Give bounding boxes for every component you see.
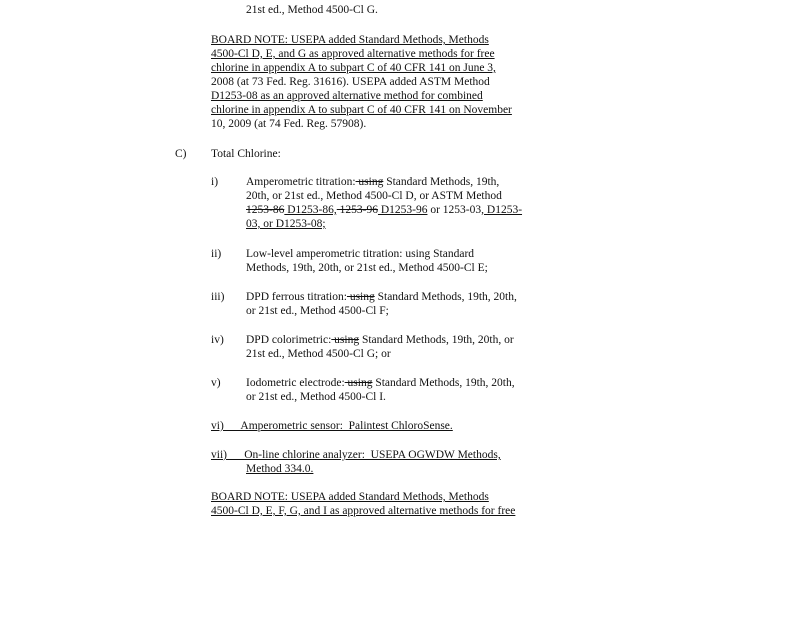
board-note-line: chlorine in appendix A to subpart C of 40 CFR 141 on November: [211, 104, 512, 116]
deleted-text: using: [355, 176, 384, 188]
text-line: 21st ed., Method 4500-Cl G.: [246, 4, 378, 16]
text: or 1253-03,: [427, 204, 485, 216]
board-note-line: BOARD NOTE: USEPA added Standard Methods, Methods: [211, 491, 489, 503]
item-line: [246, 376, 515, 390]
deleted-text: using: [344, 377, 373, 389]
item-number: ii): [211, 248, 222, 260]
item-line: 20th, or 21st ed., Method 4500-Cl D, or ASTM Method: [246, 190, 502, 202]
text: Low-level amperometric titration:: [246, 248, 403, 260]
text: Iodometric electrode:: [246, 377, 345, 389]
item-line: 21st ed., Method 4500-Cl G; or: [246, 348, 391, 360]
item-line: [246, 247, 474, 261]
text: using Standard: [402, 248, 475, 260]
item-number: iv): [211, 334, 224, 346]
board-note-line: 10, 2009 (at 74 Fed. Reg. 57908).: [211, 118, 367, 130]
item-number: iii): [211, 291, 225, 303]
board-note-line: BOARD NOTE: USEPA added Standard Methods, Methods: [211, 34, 489, 46]
item-line: [246, 175, 499, 189]
deleted-text: using: [331, 334, 360, 346]
text: Standard Methods, 19th,: [383, 176, 500, 188]
board-note-line: D1253-08 as an approved alternative method for combined: [211, 90, 483, 102]
item-line: [246, 203, 522, 217]
item-line: Method 334.0.: [246, 463, 314, 475]
item-line: [246, 333, 514, 347]
item-number: v): [211, 377, 221, 389]
item-line: vii) On-line chlorine analyzer: USEPA OGWDW Methods,: [211, 449, 501, 461]
inserted-text: D1253-86,: [284, 204, 337, 216]
text: Standard Methods, 19th, 20th,: [372, 377, 515, 389]
deleted-text: 1253-96: [336, 204, 378, 216]
text: Standard Methods, 19th, 20th,: [374, 291, 517, 303]
board-note-line: 2008 (at 73 Fed. Reg. 31616). USEPA added ASTM Method: [211, 76, 490, 88]
item-line: vi) Amperometric sensor: Palintest ChloroSense.: [211, 420, 453, 432]
deleted-text: 1253-86: [246, 204, 285, 216]
text: DPD colorimetric:: [246, 334, 332, 346]
section-number: C): [175, 148, 187, 160]
text: DPD ferrous titration:: [246, 291, 347, 303]
text: Amperometric titration:: [246, 176, 356, 188]
board-note-line: chlorine in appendix A to subpart C of 40 CFR 141 on June 3,: [211, 62, 496, 74]
section-title: Total Chlorine:: [211, 148, 281, 160]
item-line: or 21st ed., Method 4500-Cl F;: [246, 305, 389, 317]
deleted-text: using: [346, 291, 375, 303]
item-line: or 21st ed., Method 4500-Cl I.: [246, 391, 386, 403]
inserted-text: D1253-: [484, 204, 523, 216]
item-line: Methods, 19th, 20th, or 21st ed., Method 4500-Cl E;: [246, 262, 488, 274]
board-note-line: 4500-Cl D, E, and G as approved alternative methods for free: [211, 48, 495, 60]
item-line: [246, 290, 517, 304]
item-line: 03, or D1253-08;: [246, 218, 326, 230]
text: Standard Methods, 19th, 20th, or: [359, 334, 514, 346]
item-number: i): [211, 176, 219, 188]
inserted-text: D1253-96: [377, 204, 428, 216]
board-note-line: 4500-Cl D, E, F, G, and I as approved alternative methods for free: [211, 505, 516, 517]
